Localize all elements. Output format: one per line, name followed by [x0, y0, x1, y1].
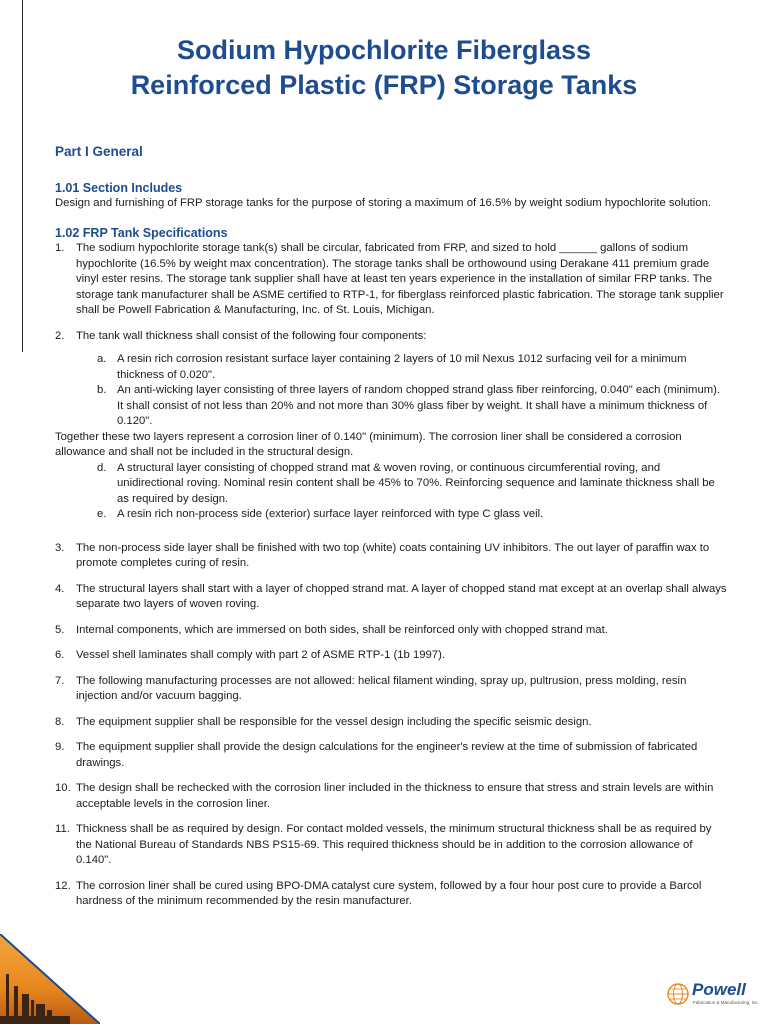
logo-tagline: Fabrication & Manufacturing, Inc. — [693, 1000, 760, 1005]
refinery-corner-graphic — [0, 934, 100, 1024]
spec-number: 2. — [55, 329, 65, 342]
sub-letter: b. — [97, 384, 107, 396]
spec-number: 11. — [55, 823, 70, 835]
section-heading-1-02: 1.02 FRP Tank Specifications — [55, 226, 228, 240]
spec-number: 8. — [55, 715, 65, 728]
spec-number: 6. — [55, 649, 65, 661]
spec-text: The design shall be rechecked with the corrosion liner included in the thickness to ensure that stress and strain levels are within acceptable levels in the corrosion liner. — [76, 782, 714, 810]
spec-item — [55, 740, 727, 771]
spec-number: 7. — [55, 674, 65, 687]
sub-text: A structural layer consisting of chopped strand mat & woven roving, or continuous circumferential roving, and unidirectional roving. Nominal resin content shall be 45% to 70%. Reinforcing sequence and laminate thickness shall be as required by design. — [117, 461, 715, 505]
section-text-1-01: Design and furnishing of FRP storage tanks for the purpose of storing a maximum of 16.5% by weight sodium hypochlorite solution. — [55, 196, 711, 209]
sub-item — [76, 507, 727, 523]
spec-item — [55, 648, 727, 664]
sub-text: An anti-wicking layer consisting of three layers of random chopped strand glass fiber reinforcing, 0.040" each (minimum). It shall consist of not less than 20% and not more than 30% glass fiber by weight. It shall have a minimum thickness of 0.120". — [117, 384, 721, 427]
title-line-2: Reinforced Plastic (FRP) Storage Tanks — [130, 70, 638, 100]
spec-item — [55, 879, 727, 910]
spec-text: The equipment supplier shall be responsible for the vessel design including the specific seismic design. — [76, 715, 592, 728]
spec-text: Thickness shall be as required by design. For contact molded vessels, the minimum structural thickness shall be as required by the National Bureau of Standards NBS PS15-69. This required thickness should be in addition to the corrosion allowance of 0.140". — [76, 823, 712, 866]
sub-item — [76, 383, 727, 430]
spec-text: The equipment supplier shall provide the design calculations for the engineer's review at the time of submission of fabricated drawings. — [76, 741, 698, 769]
sub-list — [76, 352, 727, 430]
spec-text: The structural layers shall start with a layer of chopped strand mat. A layer of chopped stand mat except at an overlap shall always separate two layers of woven roving. — [76, 582, 727, 610]
spec-text: Internal components, which are immersed on both sides, shall be reinforced only with chopped strand mat. — [76, 623, 608, 636]
spec-number: 12. — [55, 879, 71, 892]
globe-icon — [666, 982, 690, 1006]
sub-text: A resin rich corrosion resistant surface layer containing 2 layers of 10 mil Nexus 1012 surfacing veil for a minimum thickness of 0.020". — [117, 353, 687, 381]
spec-number: 3. — [55, 541, 65, 554]
spec-item — [55, 623, 727, 639]
spec-item — [55, 781, 727, 812]
sub-item — [76, 461, 727, 508]
logo-name: Powell — [692, 980, 746, 999]
spec-number: 4. — [55, 582, 65, 595]
sub-letter: e. — [97, 508, 107, 520]
spec-item — [55, 822, 727, 869]
page-title — [0, 33, 768, 103]
spec-number: 10. — [55, 782, 71, 794]
spec-item — [55, 674, 727, 705]
spec-list — [55, 241, 727, 910]
sub-letter: a. — [97, 353, 107, 365]
section-heading-1-01: 1.01 Section Includes — [55, 180, 183, 195]
sub-text: A resin rich non-process side (exterior) surface layer reinforced with type C glass veil. — [117, 508, 544, 520]
spec-item — [55, 582, 727, 613]
spec-text: The non-process side layer shall be finished with two top (white) coats containing UV inhibitors. The out layer of paraffin wax to promote completes curing of resin. — [76, 541, 710, 569]
spec-item — [55, 715, 727, 731]
spec-item — [55, 541, 727, 572]
powell-logo — [666, 978, 760, 1012]
sub-item — [76, 352, 727, 383]
spec-number: 5. — [55, 623, 65, 636]
title-line-1: Sodium Hypochlorite Fiberglass — [176, 35, 592, 65]
spec-number: 9. — [55, 741, 65, 753]
spec-text: Vessel shell laminates shall comply with part 2 of ASME RTP-1 (1b 1997). — [76, 649, 445, 661]
sub-list — [76, 461, 727, 523]
document-body — [55, 144, 727, 920]
spec-text: The corrosion liner shall be cured using BPO-DMA catalyst cure system, followed by a four hour post cure to provide a Barcol hardness of the minimum recommended by the resin manufacturer. — [76, 879, 702, 907]
spec-text: The sodium hypochlorite storage tank(s) shall be circular, fabricated from FRP, and sized to hold ______ gallons of sodium hypochlorite (16.5% by weight max concentration). The storage tanks shall be orthowound using Derakane 411 premium grade vinyl ester resins. The storage tank supplier shall have at least ten years experience in the installation of similar FRP tanks. The storage tank manufacturer shall be ASME certified to RTP-1, for fiberglass reinforced plastic fabrication. The storage tank supplier shall be Powell Fabrication & Manufacturing, Inc. of St. Louis, Michigan. — [76, 242, 724, 316]
sub-letter: d. — [97, 461, 107, 474]
spec-text: The tank wall thickness shall consist of the following four components: — [76, 329, 427, 342]
corrosion-liner-note: Together these two layers represent a corrosion liner of 0.140" (minimum). The corrosion liner shall be considered a corrosion allowance and shall not be included in the structural design. — [55, 430, 682, 458]
spec-item — [55, 241, 727, 319]
spec-item — [55, 329, 727, 531]
spec-number: 1. — [55, 242, 65, 254]
spec-text: The following manufacturing processes are not allowed: helical filament winding, spray up, pultrusion, press molding, resin injection and/or vacuum bagging. — [76, 674, 687, 702]
part-heading: Part I General — [55, 144, 143, 159]
